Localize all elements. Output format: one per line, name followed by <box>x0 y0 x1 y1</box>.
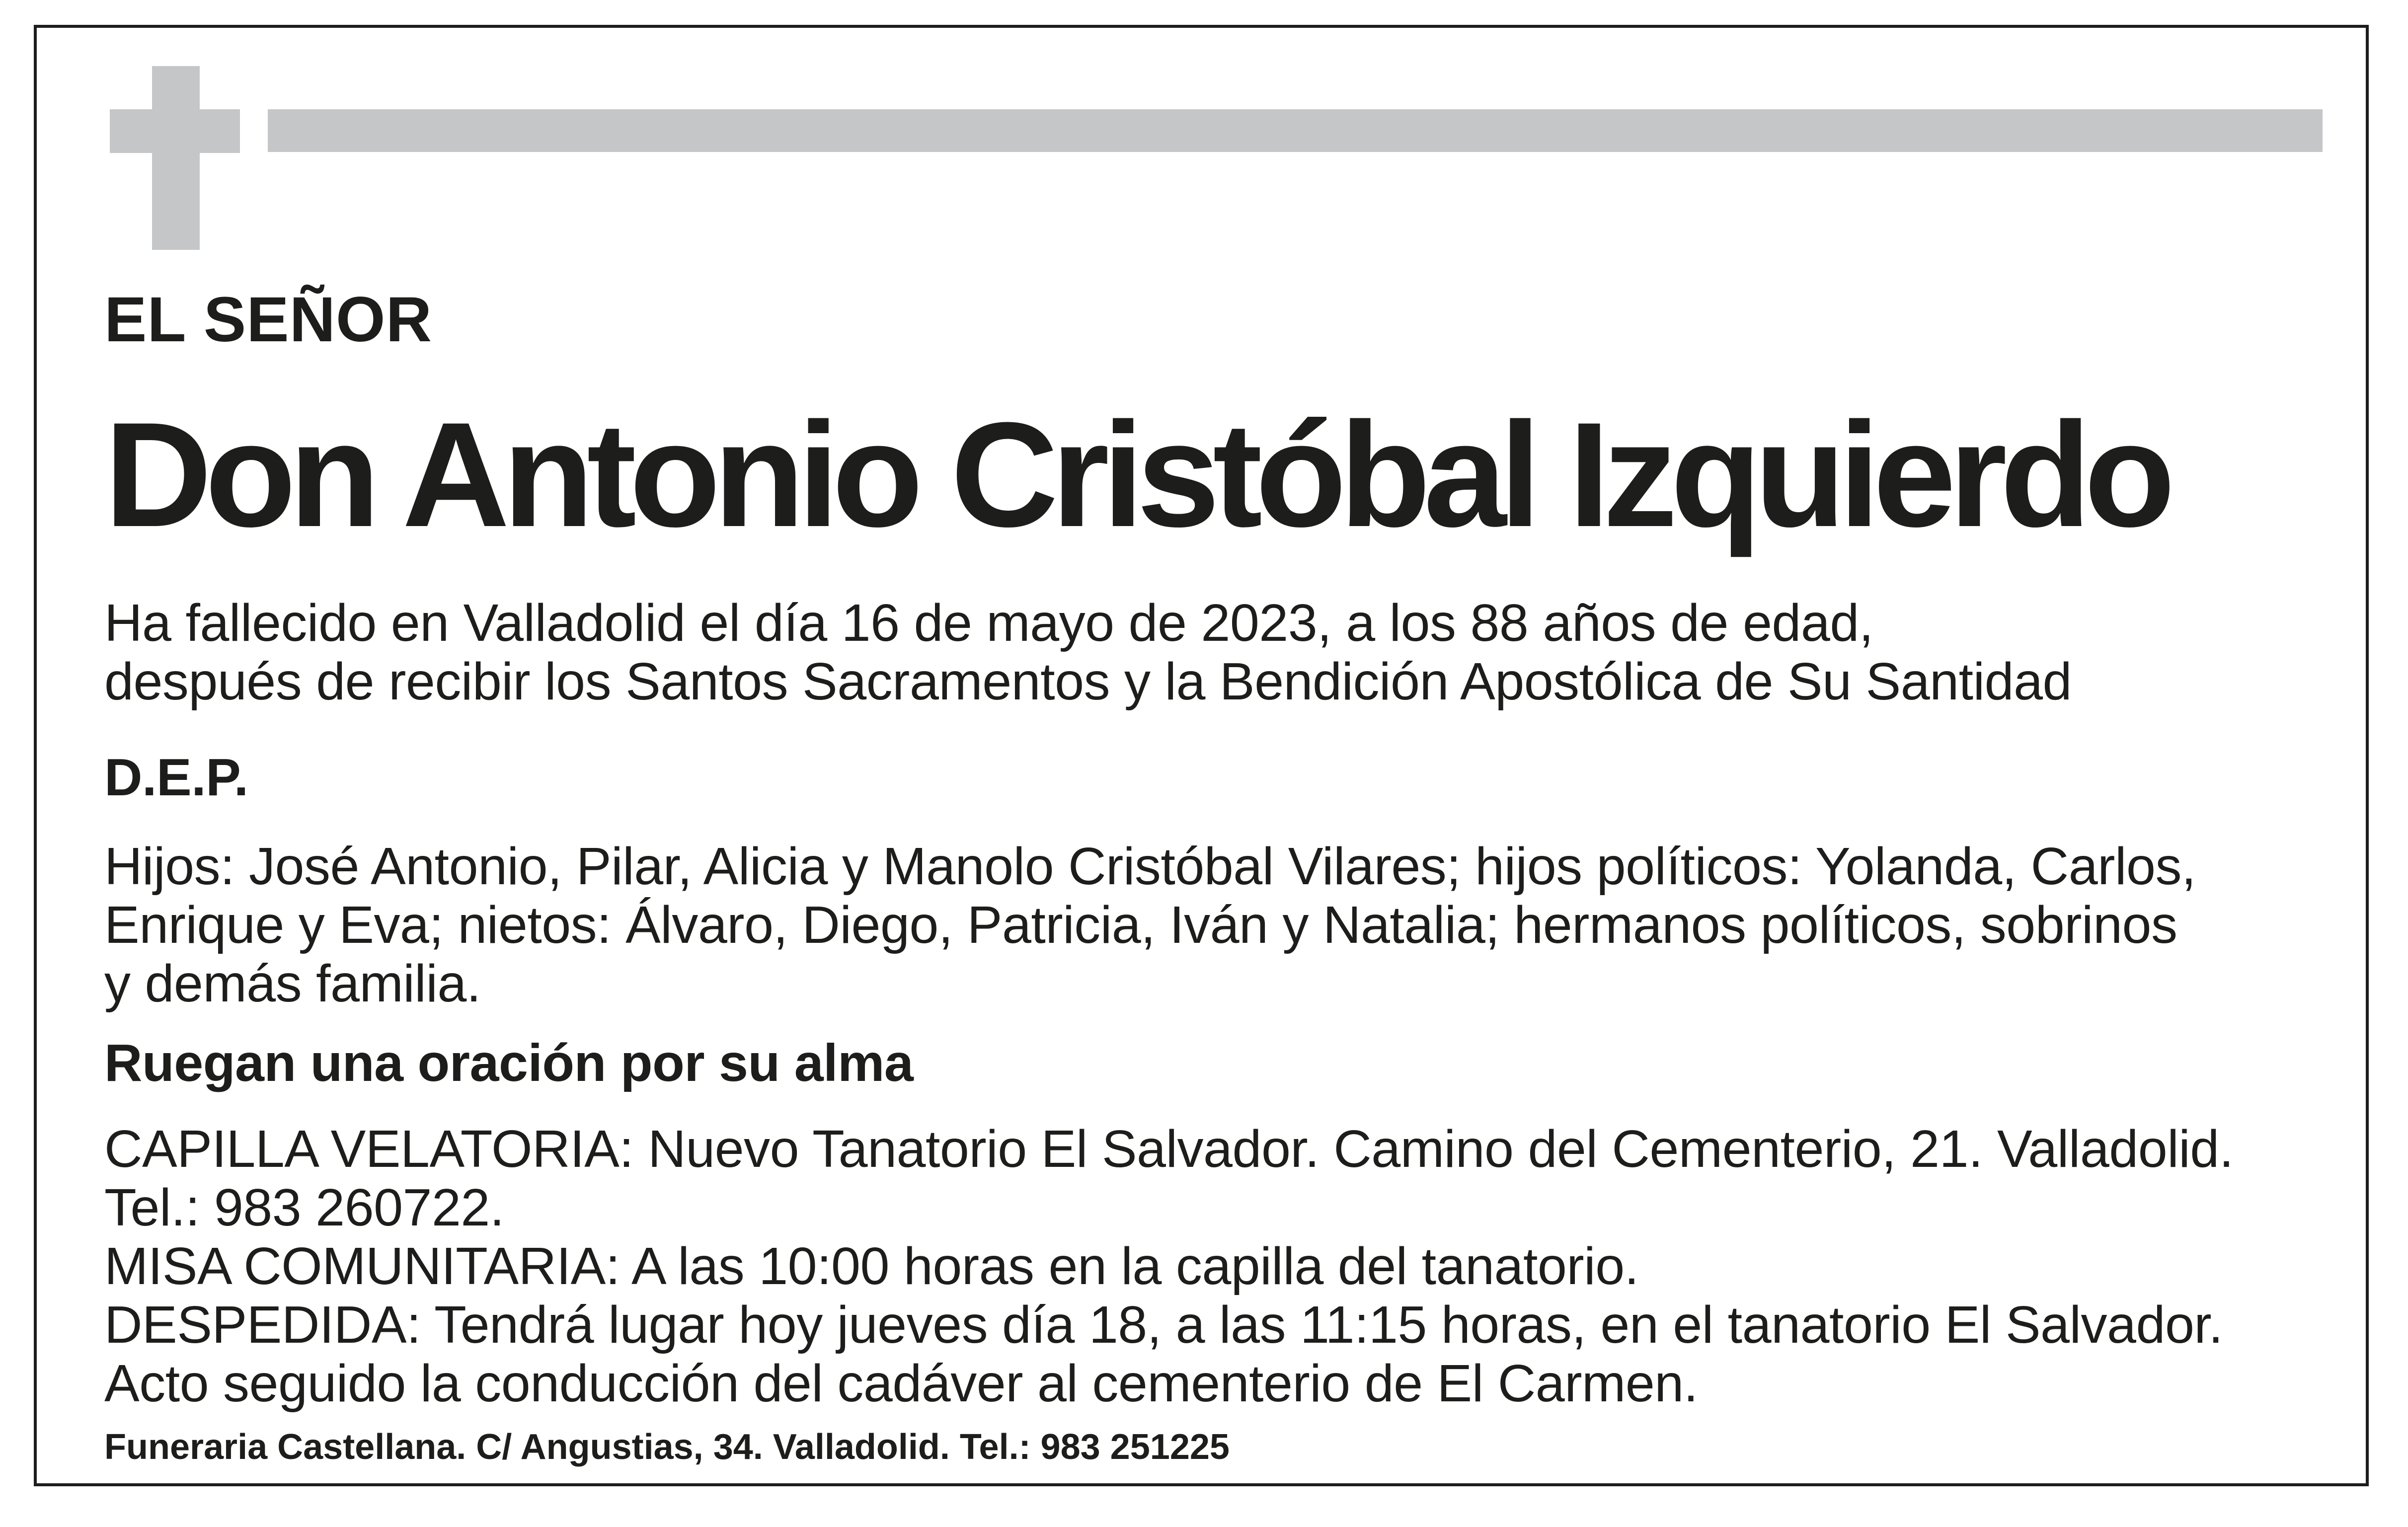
deceased-name: Don Antonio Cristóbal Izquierdo <box>104 391 2169 558</box>
cross-vertical-bar <box>152 66 200 250</box>
header-rule <box>268 109 2323 152</box>
chapel-line-1: CAPILLA VELATORIA: Nuevo Tanatorio El Salvador. Camino del Cementerio, 21. Valladolid. <box>104 1120 2234 1178</box>
death-statement-line-2: después de recibir los Santos Sacramentos y la Bendición Apostólica de Su Santidad <box>104 652 2072 711</box>
cross-horizontal-bar <box>110 109 240 153</box>
farewell-line-2: Acto seguido la conducción del cadáver al cementerio de El Carmen. <box>104 1354 1698 1413</box>
family-line-1: Hijos: José Antonio, Pilar, Alicia y Manolo Cristóbal Vilares; hijos políticos: Yolanda, Carlos, <box>104 837 2196 896</box>
family-line-2: Enrique y Eva; nietos: Álvaro, Diego, Patricia, Iván y Natalia; hermanos políticos, sobrinos <box>104 896 2177 954</box>
chapel-line-2: Tel.: 983 260722. <box>104 1178 504 1237</box>
funeral-home-footer: Funeraria Castellana. C/ Angustias, 34. Valladolid. Tel.: 983 251225 <box>104 1427 1230 1467</box>
mass-info: MISA COMUNITARIA: A las 10:00 horas en la capilla del tanatorio. <box>104 1237 1639 1296</box>
honorific-prefix: EL SEÑOR <box>104 284 432 355</box>
prayer-request: Ruegan una oración por su alma <box>104 1034 914 1092</box>
farewell-line-1: DESPEDIDA: Tendrá lugar hoy jueves día 18, a las 11:15 horas, en el tanatorio El Salvador. <box>104 1296 2223 1354</box>
death-statement-line-1: Ha fallecido en Valladolid el día 16 de mayo de 2023, a los 88 años de edad, <box>104 594 1873 652</box>
family-line-3: y demás familia. <box>104 954 481 1013</box>
dep-label: D.E.P. <box>104 748 248 807</box>
